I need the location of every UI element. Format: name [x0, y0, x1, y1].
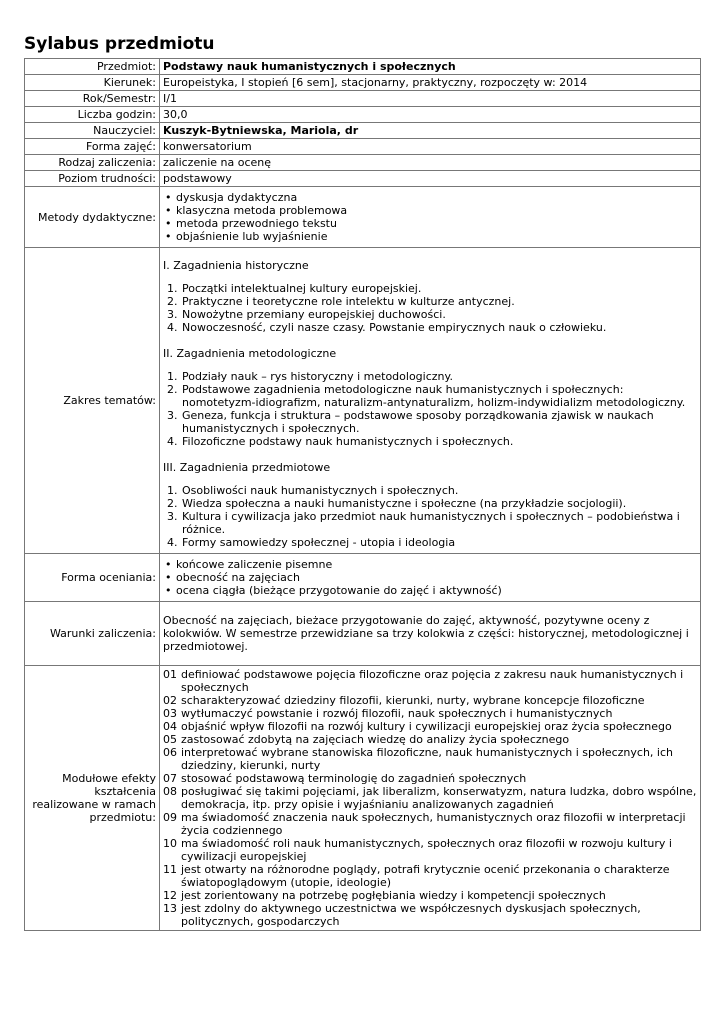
- label-nauczyciel: Nauczyciel:: [25, 123, 160, 139]
- value-rodzaj: zaliczenie na ocenę: [160, 155, 701, 171]
- row-godziny: [25, 107, 701, 123]
- list-item: 1. Podziały nauk – rys historyczny i metodologiczny.: [167, 370, 453, 383]
- label-godziny: Liczba godzin:: [25, 107, 160, 123]
- value-rok: I/1: [160, 91, 701, 107]
- list-item: 12 jest zorientowany na potrzebę pogłębiania wiedzy i kompetencji społecznych: [163, 889, 606, 902]
- methods-list: [163, 191, 697, 243]
- label-rok: Rok/Semestr:: [25, 91, 160, 107]
- section-heading: II. Zagadnienia metodologiczne: [163, 347, 337, 360]
- row-rok: [25, 91, 701, 107]
- list-item: 3. Kultura i cywilizacja jako przedmiot nauk humanistycznych i społecznych – podobieństwa i różnice.: [167, 510, 680, 536]
- row-rodzaj: [25, 155, 701, 171]
- row-warunki: [25, 602, 701, 666]
- label-metody: Metody dydaktyczne:: [25, 187, 160, 248]
- row-forma-zajec: [25, 139, 701, 155]
- list-item: • objaśnienie lub wyjaśnienie: [163, 230, 697, 243]
- list-item: 4. Filozoficzne podstawy nauk humanistycznych i społecznych.: [167, 435, 514, 448]
- row-kierunek: [25, 75, 701, 91]
- label-przedmiot: Przedmiot:: [25, 59, 160, 75]
- list-item: • dyskusja dydaktyczna: [163, 191, 697, 204]
- topics-list-methodological: [163, 370, 697, 448]
- label-efekty: Modułowe efekty kształcenia realizowane w ramach przedmiotu:: [25, 666, 160, 931]
- list-item: 04 objaśnić wpływ filozofii na rozwój kultury i cywilizacji europejskiej oraz życia społecznego: [163, 720, 672, 733]
- list-item: 09 ma świadomość znaczenia nauk społecznych, humanistycznych oraz filozofii w interpretacji życia codziennego: [163, 811, 686, 837]
- row-przedmiot: [25, 59, 701, 75]
- label-warunki: Warunki zaliczenia:: [25, 602, 160, 666]
- row-poziom: [25, 171, 701, 187]
- value-forma-zajec: konwersatorium: [160, 139, 701, 155]
- list-item: 1. Osobliwości nauk humanistycznych i społecznych.: [167, 484, 459, 497]
- list-item: 07 stosować podstawową terminologię do zagadnień społecznych: [163, 772, 527, 785]
- topics-list-historical: [163, 282, 697, 334]
- list-item: 01 definiować podstawowe pojęcia filozoficzne oraz pojęcia z zakresu nauk humanistycznych i społecznych: [163, 668, 684, 694]
- list-item: 08 posługiwać się takimi pojęciami, jak liberalizm, konserwatyzm, natura ludzka, dobro wspólne, demokracja, itp. przy opisie i wyjaśnianiu analizowanych zagadnień: [163, 785, 697, 811]
- list-item: • ocena ciągła (bieżące przygotowanie do zajęć i aktywność): [163, 584, 697, 597]
- value-nauczyciel: Kuszyk-Bytniewska, Mariola, dr: [160, 123, 701, 139]
- syllabus-table: [24, 58, 701, 931]
- label-forma-zajec: Forma zajęć:: [25, 139, 160, 155]
- list-item: 02 scharakteryzować dziedziny filozofii, kierunki, nurty, wybrane koncepcje filozoficzne: [163, 694, 645, 707]
- row-efekty: [25, 666, 701, 931]
- list-item: • obecność na zajęciach: [163, 571, 697, 584]
- list-item: 2. Wiedza społeczna a nauki humanistyczne i społeczne (na przykładzie socjologii).: [167, 497, 627, 510]
- label-forma-oceniania: Forma oceniania:: [25, 554, 160, 602]
- page-title: Sylabus przedmiotu: [24, 34, 215, 54]
- label-kierunek: Kierunek:: [25, 75, 160, 91]
- list-item: 1. Początki intelektualnej kultury europejskiej.: [167, 282, 422, 295]
- label-poziom: Poziom trudności:: [25, 171, 160, 187]
- row-metody: [25, 187, 701, 248]
- assessment-list: [163, 558, 697, 597]
- course-name: Podstawy nauk humanistycznych i społecznych: [160, 59, 701, 75]
- topics-list-subject: [163, 484, 697, 549]
- row-nauczyciel: [25, 123, 701, 139]
- row-forma-oceniania: [25, 554, 701, 602]
- row-zakres: [25, 248, 701, 554]
- section-heading: I. Zagadnienia historyczne: [163, 259, 309, 272]
- list-item: 3. Geneza, funkcja i struktura – podstawowe sposoby porządkowania zjawisk w naukach humanistycznych i społecznych.: [167, 409, 654, 435]
- list-item: • klasyczna metoda problemowa: [163, 204, 697, 217]
- value-godziny: 30,0: [160, 107, 701, 123]
- value-poziom: podstawowy: [160, 171, 701, 187]
- list-item: 11 jest otwarty na różnorodne poglądy, potrafi krytycznie ocenić przekonania o charakterze światopoglądowym (utopie, ideologie): [163, 863, 670, 889]
- list-item: 4. Nowoczesność, czyli nasze czasy. Powstanie empirycznych nauk o człowieku.: [167, 321, 607, 334]
- label-rodzaj: Rodzaj zaliczenia:: [25, 155, 160, 171]
- list-item: 03 wytłumaczyć powstanie i rozwój filozofii, nauk społecznych i humanistycznych: [163, 707, 613, 720]
- list-item: • końcowe zaliczenie pisemne: [163, 558, 697, 571]
- list-item: 2. Podstawowe zagadnienia metodologiczne nauk humanistycznych i społecznych: nomotetyzm-idiografizm, naturalizm-antynaturalizm, holizm-indywidializm metodologiczny.: [167, 383, 686, 409]
- list-item: 06 interpretować wybrane stanowiska filozoficzne, nauk humanistycznych i społecznych, ich dziedziny, kierunki, nurty: [163, 746, 673, 772]
- list-item: 10 ma świadomość roli nauk humanistycznych, społecznych oraz filozofii w rozwoju kultury i cywilizacji europejskiej: [163, 837, 672, 863]
- list-item: 4. Formy samowiedzy społecznej - utopia i ideologia: [167, 536, 456, 549]
- label-zakres: Zakres tematów:: [25, 248, 160, 554]
- section-heading: III. Zagadnienia przedmiotowe: [163, 461, 331, 474]
- value-warunki: Obecność na zajęciach, bieżace przygotowanie do zajęć, aktywność, pozytywne oceny z kolokwiów. W semestrze przewidziane sa trzy kolokwia z części: historycznej, metodologicznej i przedmiotowej.: [163, 614, 689, 653]
- list-item: 13 jest zdolny do aktywnego uczestnictwa we współczesnych dyskusjach społecznych, politycznych, gospodarczych: [163, 902, 641, 928]
- list-item: 2. Praktyczne i teoretyczne role intelektu w kulturze antycznej.: [167, 295, 515, 308]
- value-kierunek: Europeistyka, I stopień [6 sem], stacjonarny, praktyczny, rozpoczęty w: 2014: [160, 75, 701, 91]
- list-item: 05 zastosować zdobytą na zajęciach wiedzę do analizy życia społecznego: [163, 733, 570, 746]
- outcomes-list: [163, 668, 697, 928]
- list-item: • metoda przewodniego tekstu: [163, 217, 697, 230]
- list-item: 3. Nowożytne przemiany europejskiej duchowości.: [167, 308, 446, 321]
